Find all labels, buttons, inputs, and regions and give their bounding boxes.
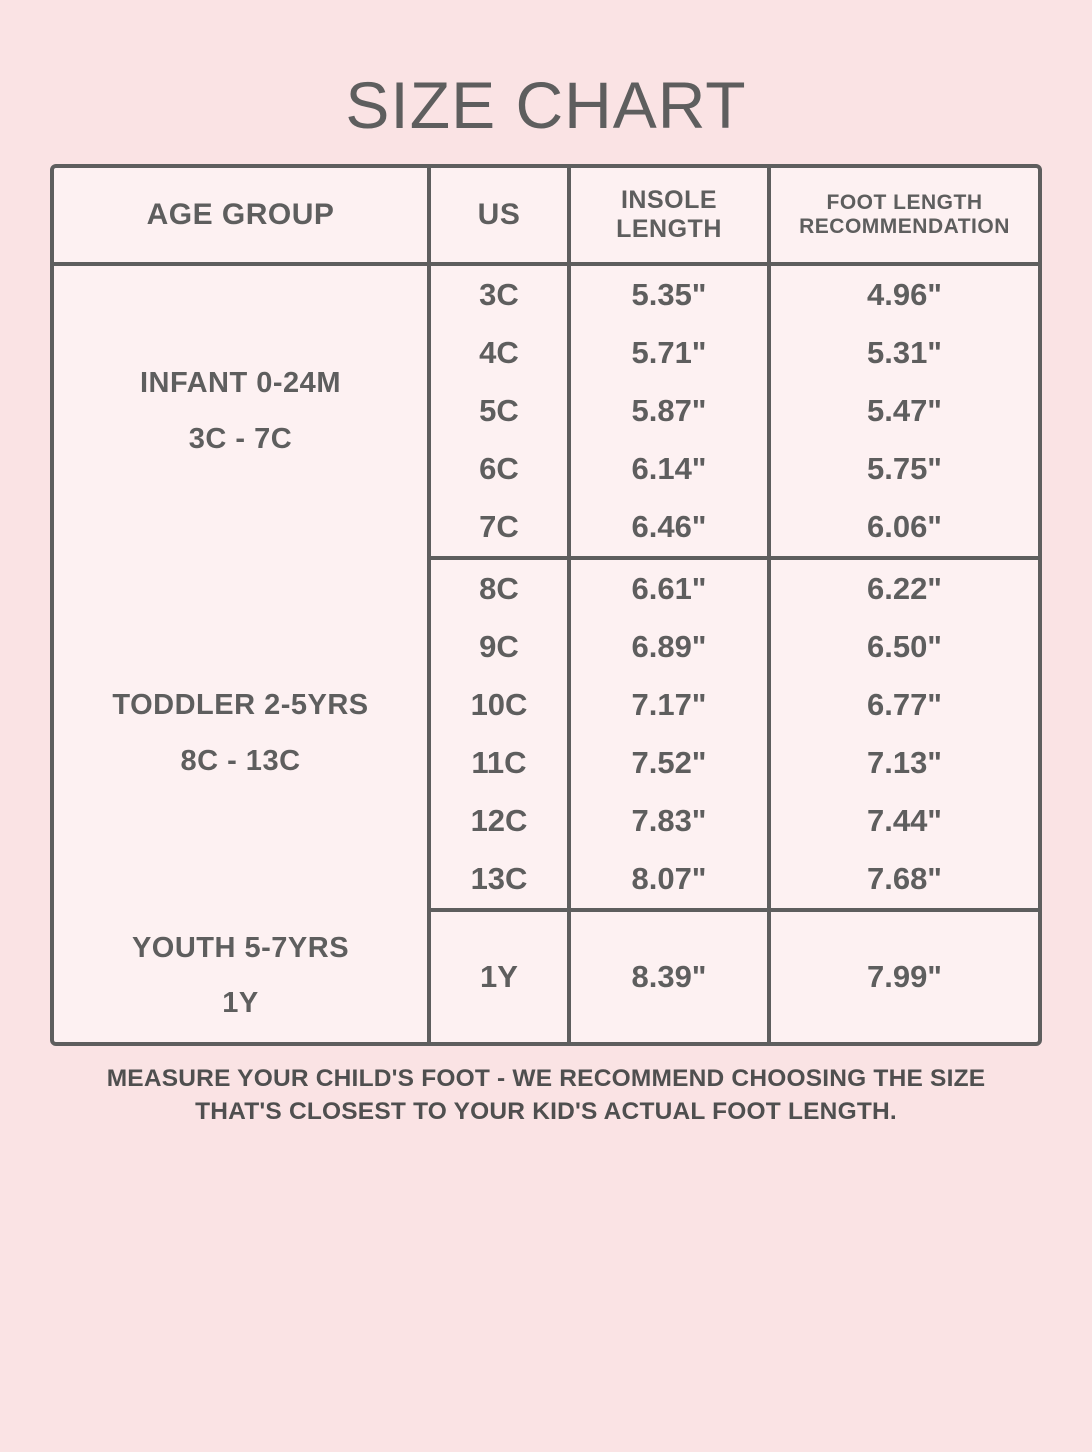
cell-us: 5C [429, 382, 569, 440]
size-chart-table [54, 168, 1038, 1042]
cell-us: 11C [429, 734, 569, 792]
table-row [54, 558, 1038, 618]
header-insole-line2: LENGTH [616, 214, 722, 243]
cell-foot: 5.31" [866, 334, 943, 370]
table-header [54, 168, 1038, 264]
group-range-toddler: 8C - 13C [180, 744, 301, 777]
cell-us: 12C [429, 792, 569, 850]
group-range-youth: 1Y [222, 986, 259, 1019]
table-body [54, 264, 1038, 1042]
header-age-group: AGE GROUP [54, 168, 429, 264]
cell-foot: 4.96" [866, 276, 943, 312]
cell-us: 10C [429, 676, 569, 734]
cell-insole: 6.89" [569, 618, 769, 676]
table-row [54, 264, 1038, 324]
cell-us: 8C [429, 558, 569, 618]
group-cell-infant [54, 264, 429, 558]
header-insole-line1: INSOLE [620, 186, 718, 214]
cell-insole: 7.52" [569, 734, 769, 792]
cell-foot: 5.47" [866, 392, 943, 428]
size-chart-table-container [50, 164, 1042, 1046]
table-row [54, 910, 1038, 1042]
cell-foot: 6.06" [769, 498, 1038, 558]
cell-insole: 6.61" [569, 558, 769, 618]
cell-foot: 7.44" [866, 802, 943, 838]
header-foot-length-recommendation [769, 168, 1038, 264]
footer-note-line1: MEASURE YOUR CHILD'S FOOT - WE RECOMMEND CHOOSING THE SIZE [106, 1064, 986, 1092]
cell-insole: 6.46" [569, 498, 769, 558]
cell-us: 1Y [429, 910, 569, 1042]
cell-insole: 7.83" [569, 792, 769, 850]
group-cell-youth [54, 910, 429, 1042]
header-us: US [429, 168, 569, 264]
cell-insole: 5.35" [569, 264, 769, 324]
header-foot-line2: RECOMMENDATION [799, 214, 1010, 238]
group-name-toddler: TODDLER 2-5YRS [112, 689, 369, 722]
header-foot-line1: FOOT LENGTH [826, 190, 983, 214]
cell-foot: 6.22" [866, 570, 943, 606]
page-title: SIZE CHART [345, 68, 747, 142]
cell-us: 3C [429, 264, 569, 324]
footer-note [21, 1062, 1071, 1128]
group-name-infant: INFANT 0-24M [140, 367, 341, 400]
cell-insole: 7.17" [569, 676, 769, 734]
group-cell-toddler [54, 558, 429, 910]
cell-foot: 6.77" [866, 686, 943, 722]
cell-insole: 5.71" [569, 324, 769, 382]
cell-us: 9C [429, 618, 569, 676]
cell-foot: 7.68" [769, 850, 1038, 910]
cell-foot: 5.75" [866, 450, 943, 486]
cell-foot: 7.99" [866, 958, 943, 994]
cell-insole: 8.07" [569, 850, 769, 910]
cell-insole: 6.14" [569, 440, 769, 498]
footer-note-line2: THAT'S CLOSEST TO YOUR KID'S ACTUAL FOOT LENGTH. [195, 1097, 897, 1125]
cell-insole: 5.87" [569, 382, 769, 440]
cell-us: 6C [429, 440, 569, 498]
cell-us: 13C [429, 850, 569, 910]
group-range-infant: 3C - 7C [188, 422, 293, 455]
header-insole-length [569, 168, 769, 264]
cell-insole: 8.39" [569, 910, 769, 1042]
cell-us: 4C [429, 324, 569, 382]
group-name-youth: YOUTH 5-7YRS [131, 931, 350, 964]
cell-foot: 7.13" [866, 744, 943, 780]
cell-us: 7C [429, 498, 569, 558]
cell-foot: 6.50" [866, 628, 943, 664]
header-row [54, 168, 1038, 264]
